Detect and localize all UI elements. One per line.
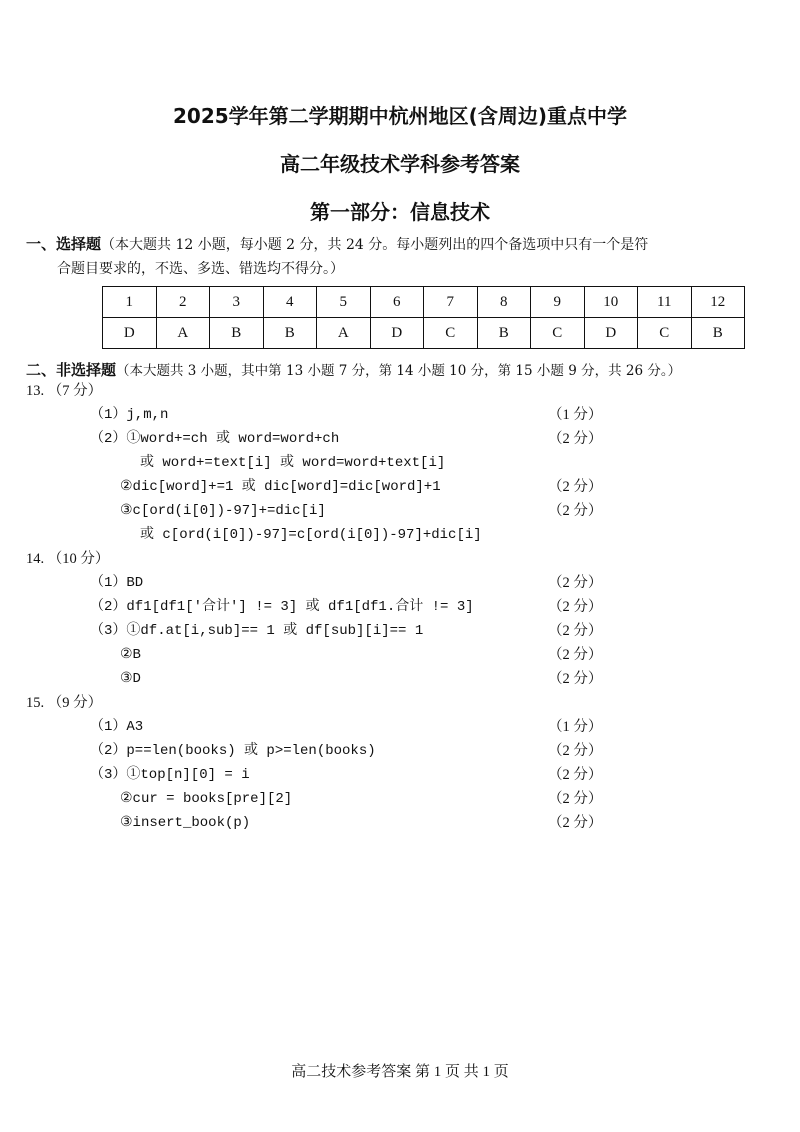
answer-table-number-cell: 12 <box>691 287 745 318</box>
section-open-desc: （本大题共 3 小题，其中第 13 小题 7 分，第 14 小题 10 分，第 15 小题 9 分，共 26 分。） <box>116 363 682 379</box>
answer-table-answer-cell: B <box>210 318 264 349</box>
q13-part2-b: ②dic[word]+=1 或 dic[word]=dic[word]+1 <box>120 479 441 495</box>
answer-table-answer-cell: C <box>638 318 692 349</box>
answer-table-answer-cell: B <box>263 318 317 349</box>
q13-part2-c-alt: 或 c[ord(i[0])-97]=c[ord(i[0])-97]+dic[i] <box>140 527 482 543</box>
answer-table-answer-cell: A <box>156 318 210 349</box>
answer-table-number-cell: 7 <box>424 287 478 318</box>
answer-table-answer-cell: C <box>424 318 478 349</box>
answer-table-answer-cell: D <box>370 318 424 349</box>
answer-table-number-row <box>103 287 745 318</box>
answer-table-answer-cell: B <box>477 318 531 349</box>
subject-title: 高二年级技术学科参考答案 <box>280 152 520 176</box>
q13-part1-score: （1 分） <box>548 407 603 423</box>
answer-table-number-cell: 2 <box>156 287 210 318</box>
section-open-header <box>26 358 766 383</box>
answer-table-number-cell: 6 <box>370 287 424 318</box>
section-choice-desc-2: 合题目要求的，不选、多选、错选均不得分。） <box>57 261 344 277</box>
q15-part2-score: （2 分） <box>548 743 603 759</box>
q13-part1: （1）j,m,n <box>90 407 169 423</box>
q15-part2: （2）p==len(books) 或 p>=len(books) <box>90 743 376 759</box>
q15-part3-b: ②cur = books[pre][2] <box>120 791 293 807</box>
q15-part3-a: （3）①top[n][0] = i <box>90 767 250 783</box>
q14-part1-score: （2 分） <box>548 575 603 591</box>
section-choice-label: 一、选择题 <box>26 235 102 253</box>
q13-part2-a-score: （2 分） <box>548 431 603 447</box>
answer-table-answer-cell: D <box>584 318 638 349</box>
answer-table-answer-cell: B <box>691 318 745 349</box>
q14-part3-b-score: （2 分） <box>548 647 603 663</box>
q15-part3-c-score: （2 分） <box>548 815 603 831</box>
answer-table-number-cell: 10 <box>584 287 638 318</box>
q14-part3-a-score: （2 分） <box>548 623 603 639</box>
q15-part3-c: ③insert_book(p) <box>120 815 251 831</box>
answer-table-number-cell: 4 <box>263 287 317 318</box>
answer-table-answer-cell: C <box>531 318 585 349</box>
answer-table-number-cell: 3 <box>210 287 264 318</box>
q15-part1-score: （1 分） <box>548 719 603 735</box>
answer-table-number-cell: 9 <box>531 287 585 318</box>
answer-table-number-cell: 8 <box>477 287 531 318</box>
part-title: 第一部分：信息技术 <box>310 200 490 224</box>
q13-part2-c: ③c[ord(i[0])-97]+=dic[i] <box>120 503 326 519</box>
section-open-label: 二、非选择题 <box>26 361 117 379</box>
answer-table-number-cell: 5 <box>317 287 371 318</box>
q13-heading: 13. （7 分） <box>26 383 103 399</box>
q15-part1: （1）A3 <box>90 719 144 735</box>
q13-part2-a-alt: 或 word+=text[i] 或 word=word+text[i] <box>140 455 446 471</box>
page-footer: 高二技术参考答案 第 1 页 共 1 页 <box>291 1064 509 1080</box>
q15-heading: 15. （9 分） <box>26 695 103 711</box>
answer-table-answer-cell: D <box>103 318 157 349</box>
q14-part3-b: ②B <box>120 647 141 663</box>
main-title: 2025学年第二学期期中杭州地区(含周边)重点中学 <box>173 104 627 128</box>
q14-part3-c-score: （2 分） <box>548 671 603 687</box>
q15-part3-b-score: （2 分） <box>548 791 603 807</box>
answer-table-number-cell: 11 <box>638 287 692 318</box>
q13-part2-a: （2）①word+=ch 或 word=word+ch <box>90 431 340 447</box>
section-choice-header <box>26 232 766 281</box>
q14-part3-c: ③D <box>120 671 141 687</box>
q14-heading: 14. （10 分） <box>26 551 110 567</box>
q13-part2-c-score: （2 分） <box>548 503 603 519</box>
q14-part3-a: （3）①df.at[i,sub]== 1 或 df[sub][i]== 1 <box>90 623 424 639</box>
q13-part2-b-score: （2 分） <box>548 479 603 495</box>
answer-table <box>102 286 745 349</box>
q15-part3-a-score: （2 分） <box>548 767 603 783</box>
q14-part2: （2）df1[df1['合计'] != 3] 或 df1[df1.合计 != 3] <box>90 599 474 615</box>
answer-table-answer-row <box>103 318 745 349</box>
section-choice-desc-1: （本大题共 12 小题，每小题 2 分，共 24 分。每小题列出的四个备选项中只有一个是符 <box>101 237 649 253</box>
answer-table-answer-cell: A <box>317 318 371 349</box>
q14-part2-score: （2 分） <box>548 599 603 615</box>
answer-table-number-cell: 1 <box>103 287 157 318</box>
q14-part1: （1）BD <box>90 575 144 591</box>
